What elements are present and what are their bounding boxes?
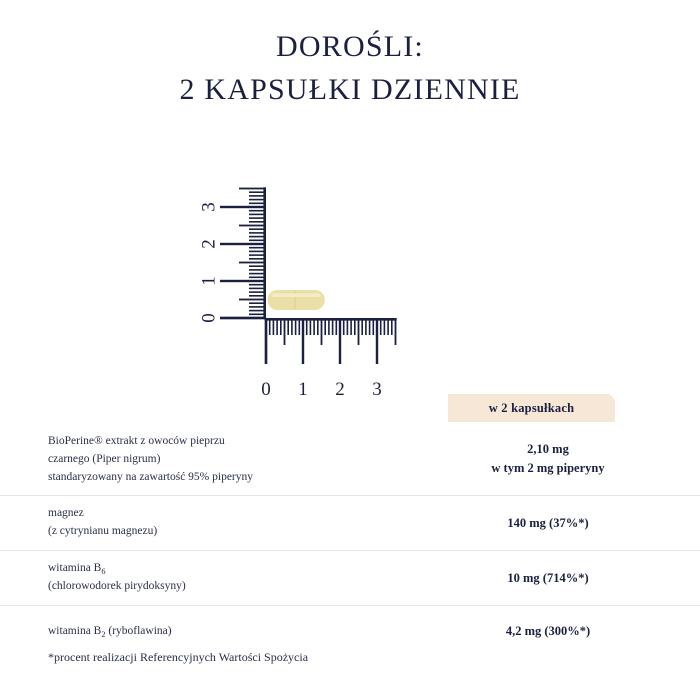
table-row bbox=[0, 496, 700, 551]
row-name-main: witamina B bbox=[48, 624, 102, 637]
vertical-axis-label: 0 bbox=[198, 313, 220, 323]
row-name-line: czarnego (Piper nigrum) bbox=[48, 452, 161, 465]
row-name-line: standaryzowany na zawartość 95% piperyny bbox=[48, 470, 254, 483]
footnote: *procent realizacji Referencyjnych Wartości Spożycia bbox=[48, 650, 309, 664]
vertical-axis-label: 1 bbox=[198, 276, 220, 286]
page-title bbox=[0, 26, 700, 111]
horizontal-axis-label: 2 bbox=[335, 378, 345, 395]
row-name bbox=[0, 560, 420, 596]
capsule-size-ruler-figure bbox=[0, 140, 700, 395]
ruler-svg bbox=[0, 140, 700, 395]
row-name-line: BioPerine® extrakt z owoców pieprzu bbox=[48, 435, 225, 447]
title-line-2: 2 KAPSUŁKI DZIENNIE bbox=[179, 72, 521, 106]
row-name-line: magnez bbox=[48, 507, 84, 520]
row-value bbox=[428, 514, 668, 533]
table-column-header bbox=[448, 394, 615, 422]
row-name-line bbox=[48, 560, 420, 578]
row-name-subscript: 6 bbox=[101, 567, 106, 577]
table-row bbox=[0, 422, 700, 496]
row-value bbox=[428, 440, 668, 478]
vertical-axis-label: 2 bbox=[198, 239, 220, 249]
row-value bbox=[428, 622, 668, 641]
row-value-line: w tym 2 mg piperyny bbox=[491, 460, 605, 475]
row-name bbox=[0, 623, 420, 641]
row-value-line: 140 mg (37%*) bbox=[507, 515, 589, 530]
row-name bbox=[0, 431, 420, 486]
title-line-1: DOROŚLI: bbox=[276, 30, 424, 63]
horizontal-axis-label: 0 bbox=[261, 378, 271, 395]
row-value bbox=[428, 569, 668, 588]
row-name-line: (z cytrynianu magnezu) bbox=[48, 525, 158, 538]
row-name-tail: (ryboflawina) bbox=[105, 624, 172, 637]
row-value-line: 4,2 mg (300%*) bbox=[505, 624, 591, 639]
horizontal-axis-label: 3 bbox=[372, 378, 382, 395]
row-name-subscript: 2 bbox=[101, 629, 106, 639]
vertical-axis-label: 3 bbox=[198, 202, 220, 212]
row-name-line bbox=[48, 623, 420, 641]
row-value-line: 10 mg (714%*) bbox=[507, 570, 589, 585]
row-name-line: (chlorowodorek pirydoksyny) bbox=[48, 579, 186, 592]
row-value-line: 2,10 mg bbox=[527, 441, 569, 456]
row-name-main: witamina B bbox=[48, 562, 102, 575]
table-body bbox=[0, 422, 700, 658]
horizontal-axis-label: 1 bbox=[298, 378, 308, 395]
row-name bbox=[0, 505, 420, 541]
table-column-header-label: w 2 kapsułkach bbox=[488, 400, 575, 415]
capsule-icon bbox=[268, 290, 325, 310]
table-row bbox=[0, 551, 700, 606]
